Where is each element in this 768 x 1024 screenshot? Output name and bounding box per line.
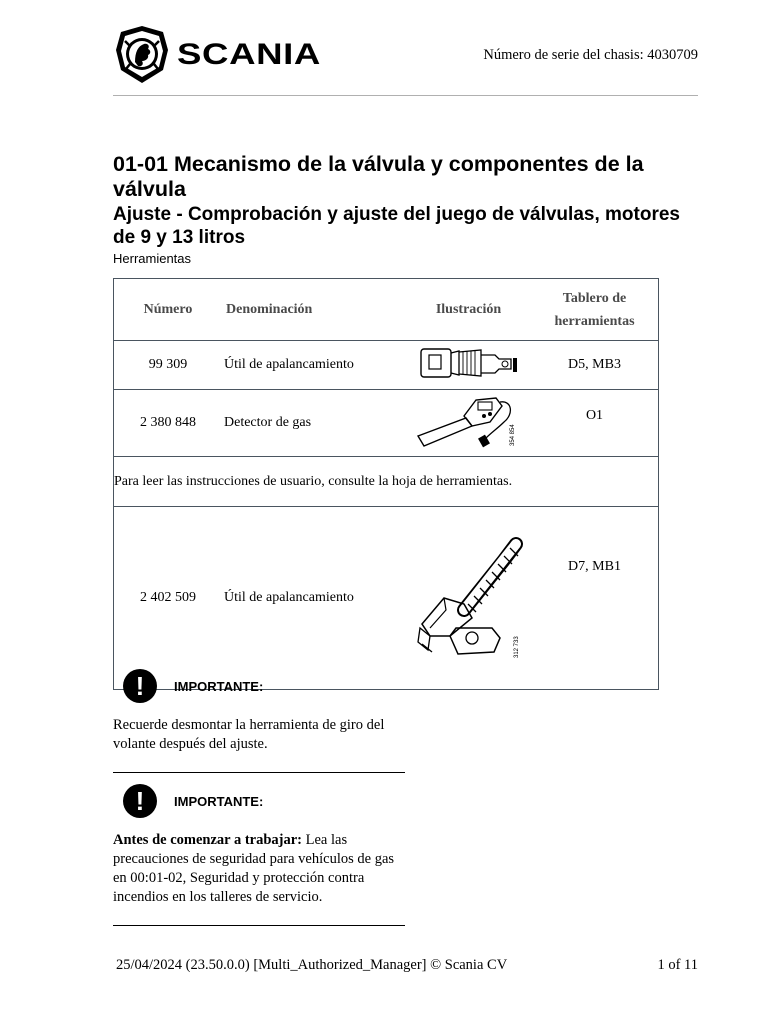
- notice-label: IMPORTANTE:: [174, 678, 264, 694]
- flywheel-tool-icon: [406, 532, 531, 660]
- important-notice: [113, 781, 405, 926]
- exclamation-icon: !: [123, 784, 157, 818]
- page-header: [113, 22, 698, 96]
- table-header-row: [114, 279, 659, 341]
- table-note: Para leer las instrucciones de usuario, consulte la hoja de herramientas.: [114, 457, 659, 507]
- title-block: [113, 152, 698, 249]
- table-note-row: [114, 457, 659, 507]
- exclamation-icon: !: [123, 669, 157, 703]
- notice-text: [113, 716, 405, 754]
- page-title: 01-01 Mecanismo de la válvula y componentes de la válvula: [113, 152, 644, 201]
- notice-body: Lea las precauciones de seguridad para vehículos de gas en 00:01-02, Seguridad y protección contra incendios en los talleres de servicio.: [113, 832, 395, 905]
- table-row: [114, 390, 659, 457]
- table-row: [114, 507, 659, 690]
- tool-name: Útil de apalancamiento: [222, 507, 406, 690]
- table-row: [114, 341, 659, 390]
- tool-number: 2 380 848: [114, 390, 223, 457]
- lever-tool-icon: [419, 343, 519, 383]
- tool-board: O1: [531, 390, 658, 457]
- notice-label: IMPORTANTE:: [174, 793, 264, 809]
- griffin-emblem-icon: [113, 24, 171, 86]
- notice-divider: [113, 772, 405, 773]
- notice-text: [113, 831, 405, 907]
- tool-number: 99 309: [114, 341, 223, 390]
- tool-board: D7, MB1: [531, 507, 658, 690]
- important-notice: [113, 666, 405, 773]
- brand-wordmark: SCANIA: [177, 38, 321, 71]
- col-header-number: Número: [114, 279, 223, 341]
- section-label: Herramientas: [113, 251, 192, 266]
- notice-lead: Antes de comenzar a trabajar:: [113, 832, 302, 848]
- scania-logo: [113, 24, 321, 86]
- notice-divider: [113, 925, 405, 926]
- tool-illustration: [406, 341, 531, 390]
- tool-name: Útil de apalancamiento: [222, 341, 406, 390]
- footer-info: 25/04/2024 (23.50.0.0) [Multi_Authorized_Manager] © Scania CV: [116, 957, 508, 973]
- page-number: 1 of 11: [657, 957, 698, 973]
- figure-code: 354 854: [509, 423, 516, 446]
- header-divider: [113, 95, 698, 96]
- col-header-board: Tablero de herramientas: [531, 279, 658, 341]
- tools-table: [113, 278, 659, 690]
- col-header-name: Denominación: [222, 279, 406, 341]
- figure-code: 312 733: [514, 635, 520, 658]
- tool-board: D5, MB3: [531, 341, 658, 390]
- chassis-number: Número de serie del chasis: 4030709: [483, 47, 698, 63]
- gas-detector-icon: [414, 392, 524, 450]
- notice-body: Recuerde desmontar la herramienta de giro del volante después del ajuste.: [113, 717, 385, 752]
- tool-name: Detector de gas: [222, 390, 406, 457]
- tool-number: 2 402 509: [114, 507, 223, 690]
- col-header-illustration: Ilustración: [406, 279, 531, 341]
- tool-illustration: [406, 390, 531, 457]
- page-subtitle: Ajuste - Comprobación y ajuste del juego de válvulas, motores de 9 y 13 litros: [113, 204, 680, 248]
- tool-illustration: [406, 507, 531, 690]
